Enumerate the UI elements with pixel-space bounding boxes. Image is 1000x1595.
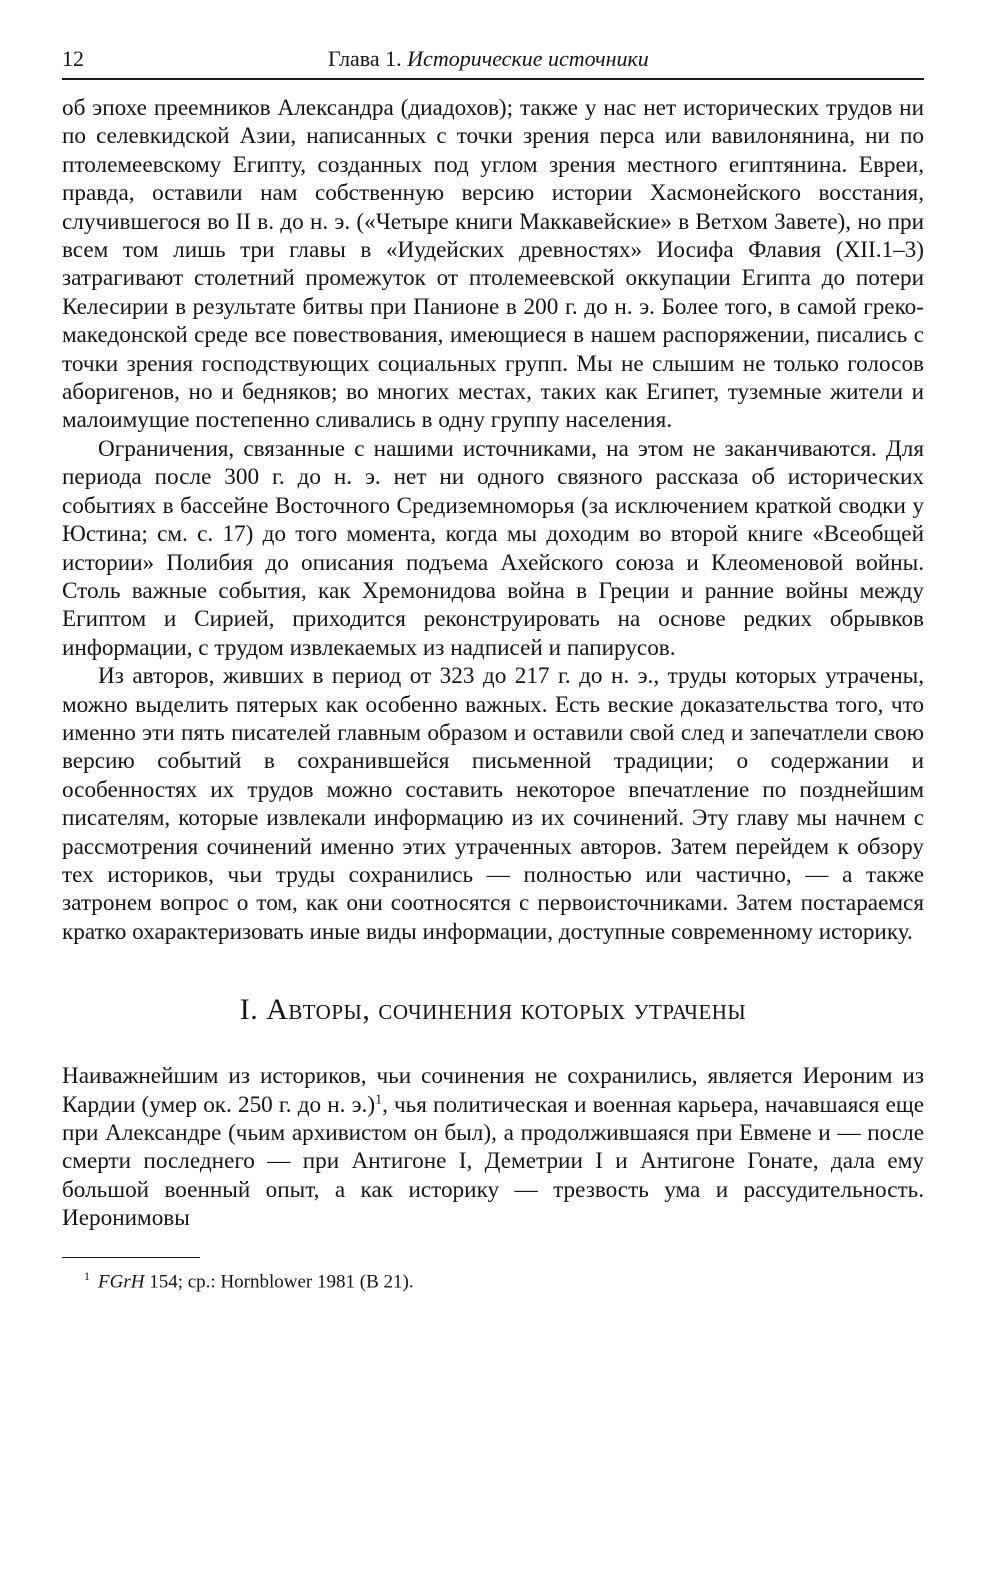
running-head: [328, 46, 649, 72]
footnote-source: FGrH: [98, 1270, 145, 1292]
book-page: [62, 40, 924, 1294]
section-heading: I. Авторы, сочинения которых утрачены: [239, 993, 747, 1027]
chapter-title: Исторические источники: [407, 46, 649, 71]
main-text: [62, 94, 924, 1233]
footnote-reference[interactable]: 1: [375, 1091, 383, 1107]
footnote-text: 154; ср.: Hornblower 1981 (B 21).: [144, 1270, 414, 1292]
paragraph-3: Из авторов, живших в период от 323 до 217 г. до н. э., труды которых утрачены, можно выделить пятерых как особенно важных. Есть веские доказательства того, что именно эти пять писателей главным образом и оставили свой след и запечатлели свою версию событий в сохранившейся письменной традиции; о содержании и особенностях их трудов можно составить некоторое впечатление по позднейшим писателям, которые извлекали информацию из их сочинений. Эту главу мы начнем с рассмотрения сочинений именно этих утраченных авторов. Затем перейдем к обзору тех историков, чьи труды сохранились — полностью или частично, — а также затронем вопрос о том, как они соотносятся с первоисточниками. Затем постараемся кратко охарактеризовать иные виды информации, доступные современному историку.: [62, 663, 924, 945]
paragraph-1: об эпохе преемников Александра (диадохов); также у нас нет исторических трудов ни по селевкидской Азии, написанных с точки зрения перса или вавилонянина, ни по птолемеевскому Египту, созданных под углом зрения местного египтянина. Евреи, правда, оставили нам собственную версию истории Хасмонейского восстания, случившегося во II в. до н. э. («Четыре книги Маккавейские» в Ветхом Завете), но при всем том лишь три главы в «Иудейских древностях» Иосифа Флавия (XII.1–3) затрагивают столетний промежуток от птолемеевской оккупации Египта до потери Келесирии в результате битвы при Панионе в 200 г. до н. э. Более того, в самой греко-македонской среде все повествования, имеющиеся в нашем распоряжении, писались с точки зрения господствующих социальных групп. Мы не слышим не только голосов аборигенов, но и бедняков; во многих местах, таких как Египет, туземные жители и малоимущие постепенно сливались в одну группу населения.: [62, 95, 924, 434]
chapter-label: Глава 1.: [328, 46, 408, 71]
paragraph-2: Ограничения, связанные с нашими источниками, на этом не заканчиваются. Для периода после 300 г. до н. э. нет ни одного связного рассказа об исторических событиях в бассейне Восточного Средиземноморья (за исключением краткой сводки у Юстина; см. с. 17) до того момента, когда мы доходим во второй книге «Всеобщей истории» Полибия до описания подъема Ахейского союза и Клеоменовой войны. Столь важные события, как Хремонидова война в Греции и ранние войны между Египтом и Сирией, приходится реконструировать на основе редких обрывков информации, с трудом извлекаемых из надписей и папирусов.: [62, 435, 924, 661]
paragraph-4-start: Наиважнейшим из историков, чьи сочинения не сохранились, является Иероним из Кардии (умер ок. 250 г. до н. э.): [62, 1063, 924, 1118]
footnote-divider: [62, 1257, 200, 1258]
page-number: 12: [62, 46, 84, 71]
running-header: [62, 40, 924, 80]
footnote-mark: 1: [84, 1268, 90, 1283]
footnote: [62, 1264, 924, 1294]
paragraph-4: [62, 1062, 924, 1232]
paragraph-4-rest: , чья политическая и военная карьера, начавшаяся еще при Александре (чьим архивистом он был), а продолжившаяся при Евмене и — после смерти последнего — при Антигоне I, Деметрии I и Антигоне Гонате, дала ему большой военный опыт, а как историку — трезвость ума и рассудительность. Иеронимовы: [62, 1091, 925, 1232]
